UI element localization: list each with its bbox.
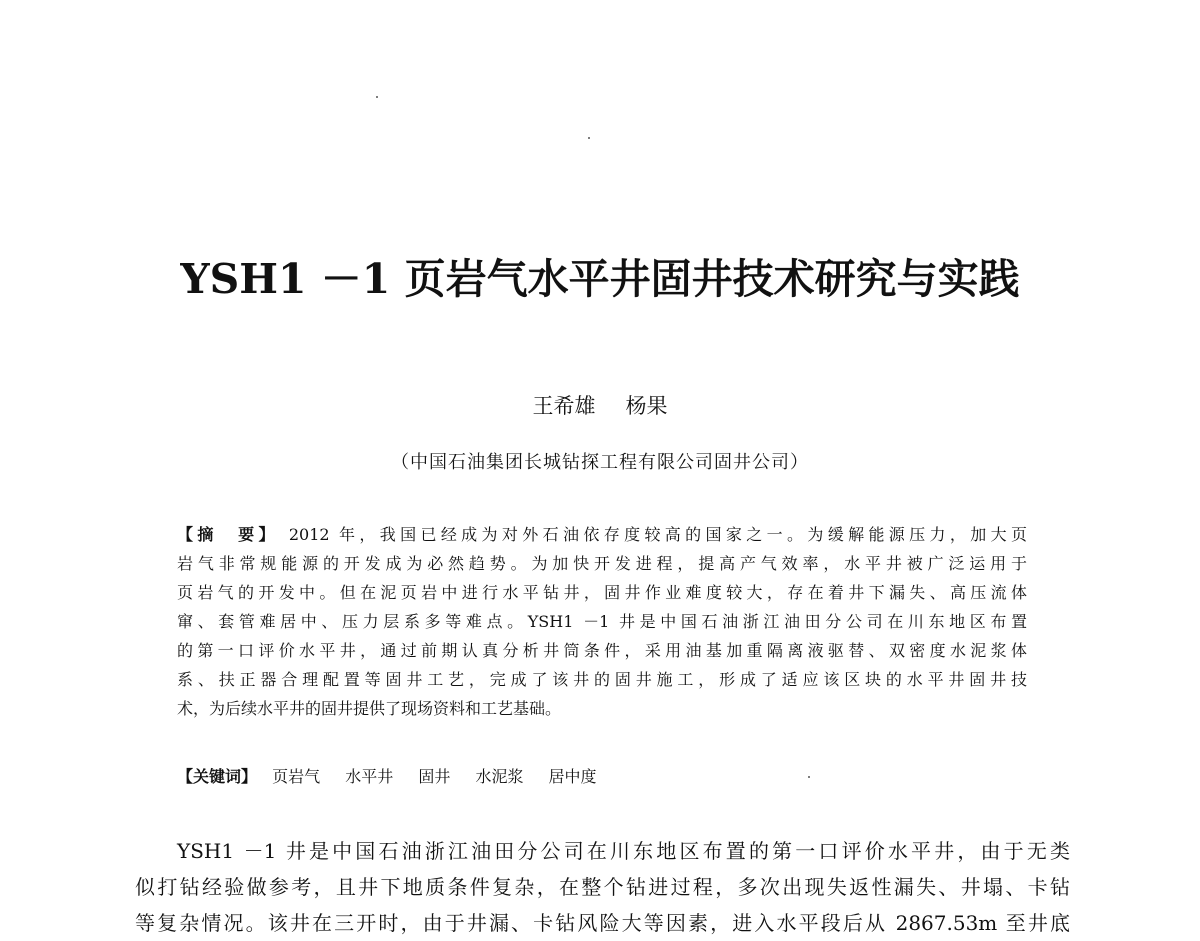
scan-speck [376,96,378,98]
body-line: YSH1 －1 井是中国石油浙江油田分公司在川东地区布置的第一口评价水平井，由于无类 [177,839,1070,863]
paper-title: YSH1 －1 页岩气水平井固井技术研究与实践 [180,255,1020,303]
keyword: 页岩气 [272,767,321,786]
abstract-text: 2012 年，我国已经成为对外石油依存度较高的国家之一。为缓解能源压力，加大页 [288,525,1027,544]
abstract-line: 页岩气的开发中。但在泥页岩中进行水平钻井，固井作业难度较大，存在着井下漏失、高压流体 [177,583,1027,602]
abstract-line: 的第一口评价水平井，通过前期认真分析井筒条件，采用油基加重隔离液驱替、双密度水泥浆体 [177,641,1027,660]
author-name: 杨果 [625,394,668,418]
abstract-block [177,520,1027,723]
keyword: 水平井 [345,767,394,786]
abstract-line: 窜、套管难居中、压力层系多等难点。YSH1 －1 井是中国石油浙江油田分公司在川东地区布置 [177,612,1027,631]
author-name: 王希雄 [532,394,596,418]
keyword: 水泥浆 [475,767,524,786]
keyword: 固井 [418,767,451,786]
scan-speck [588,137,590,139]
keywords-label: 【关键词】 [177,767,258,786]
body-line: 等复杂情况。该井在三开时，由于井漏、卡钻风险大等因素，进入水平段后从 2867.53m 至井底 [135,911,1070,935]
body-paragraph [135,833,1070,941]
abstract-label: 【摘 要】 [177,525,279,544]
abstract-line: 术，为后续水平井的固井提供了现场资料和工艺基础。 [177,699,562,718]
author-list [0,390,1200,420]
abstract-line: 系、扶正器合理配置等固井工艺，完成了该井的固井施工，形成了适应该区块的水平井固井技 [177,670,1027,689]
keywords-block [177,762,1027,791]
keyword: 居中度 [548,767,597,786]
body-line: 似打钻经验做参考，且井下地质条件复杂，在整个钻进过程，多次出现失返性漏失、井塌、卡钻 [135,875,1070,899]
abstract-line [177,520,1027,549]
author-affiliation: （中国石油集团长城钻探工程有限公司固井公司） [391,452,809,473]
abstract-line: 岩气非常规能源的开发成为必然趋势。为加快开发进程，提高产气效率，水平井被广泛运用于 [177,554,1027,573]
